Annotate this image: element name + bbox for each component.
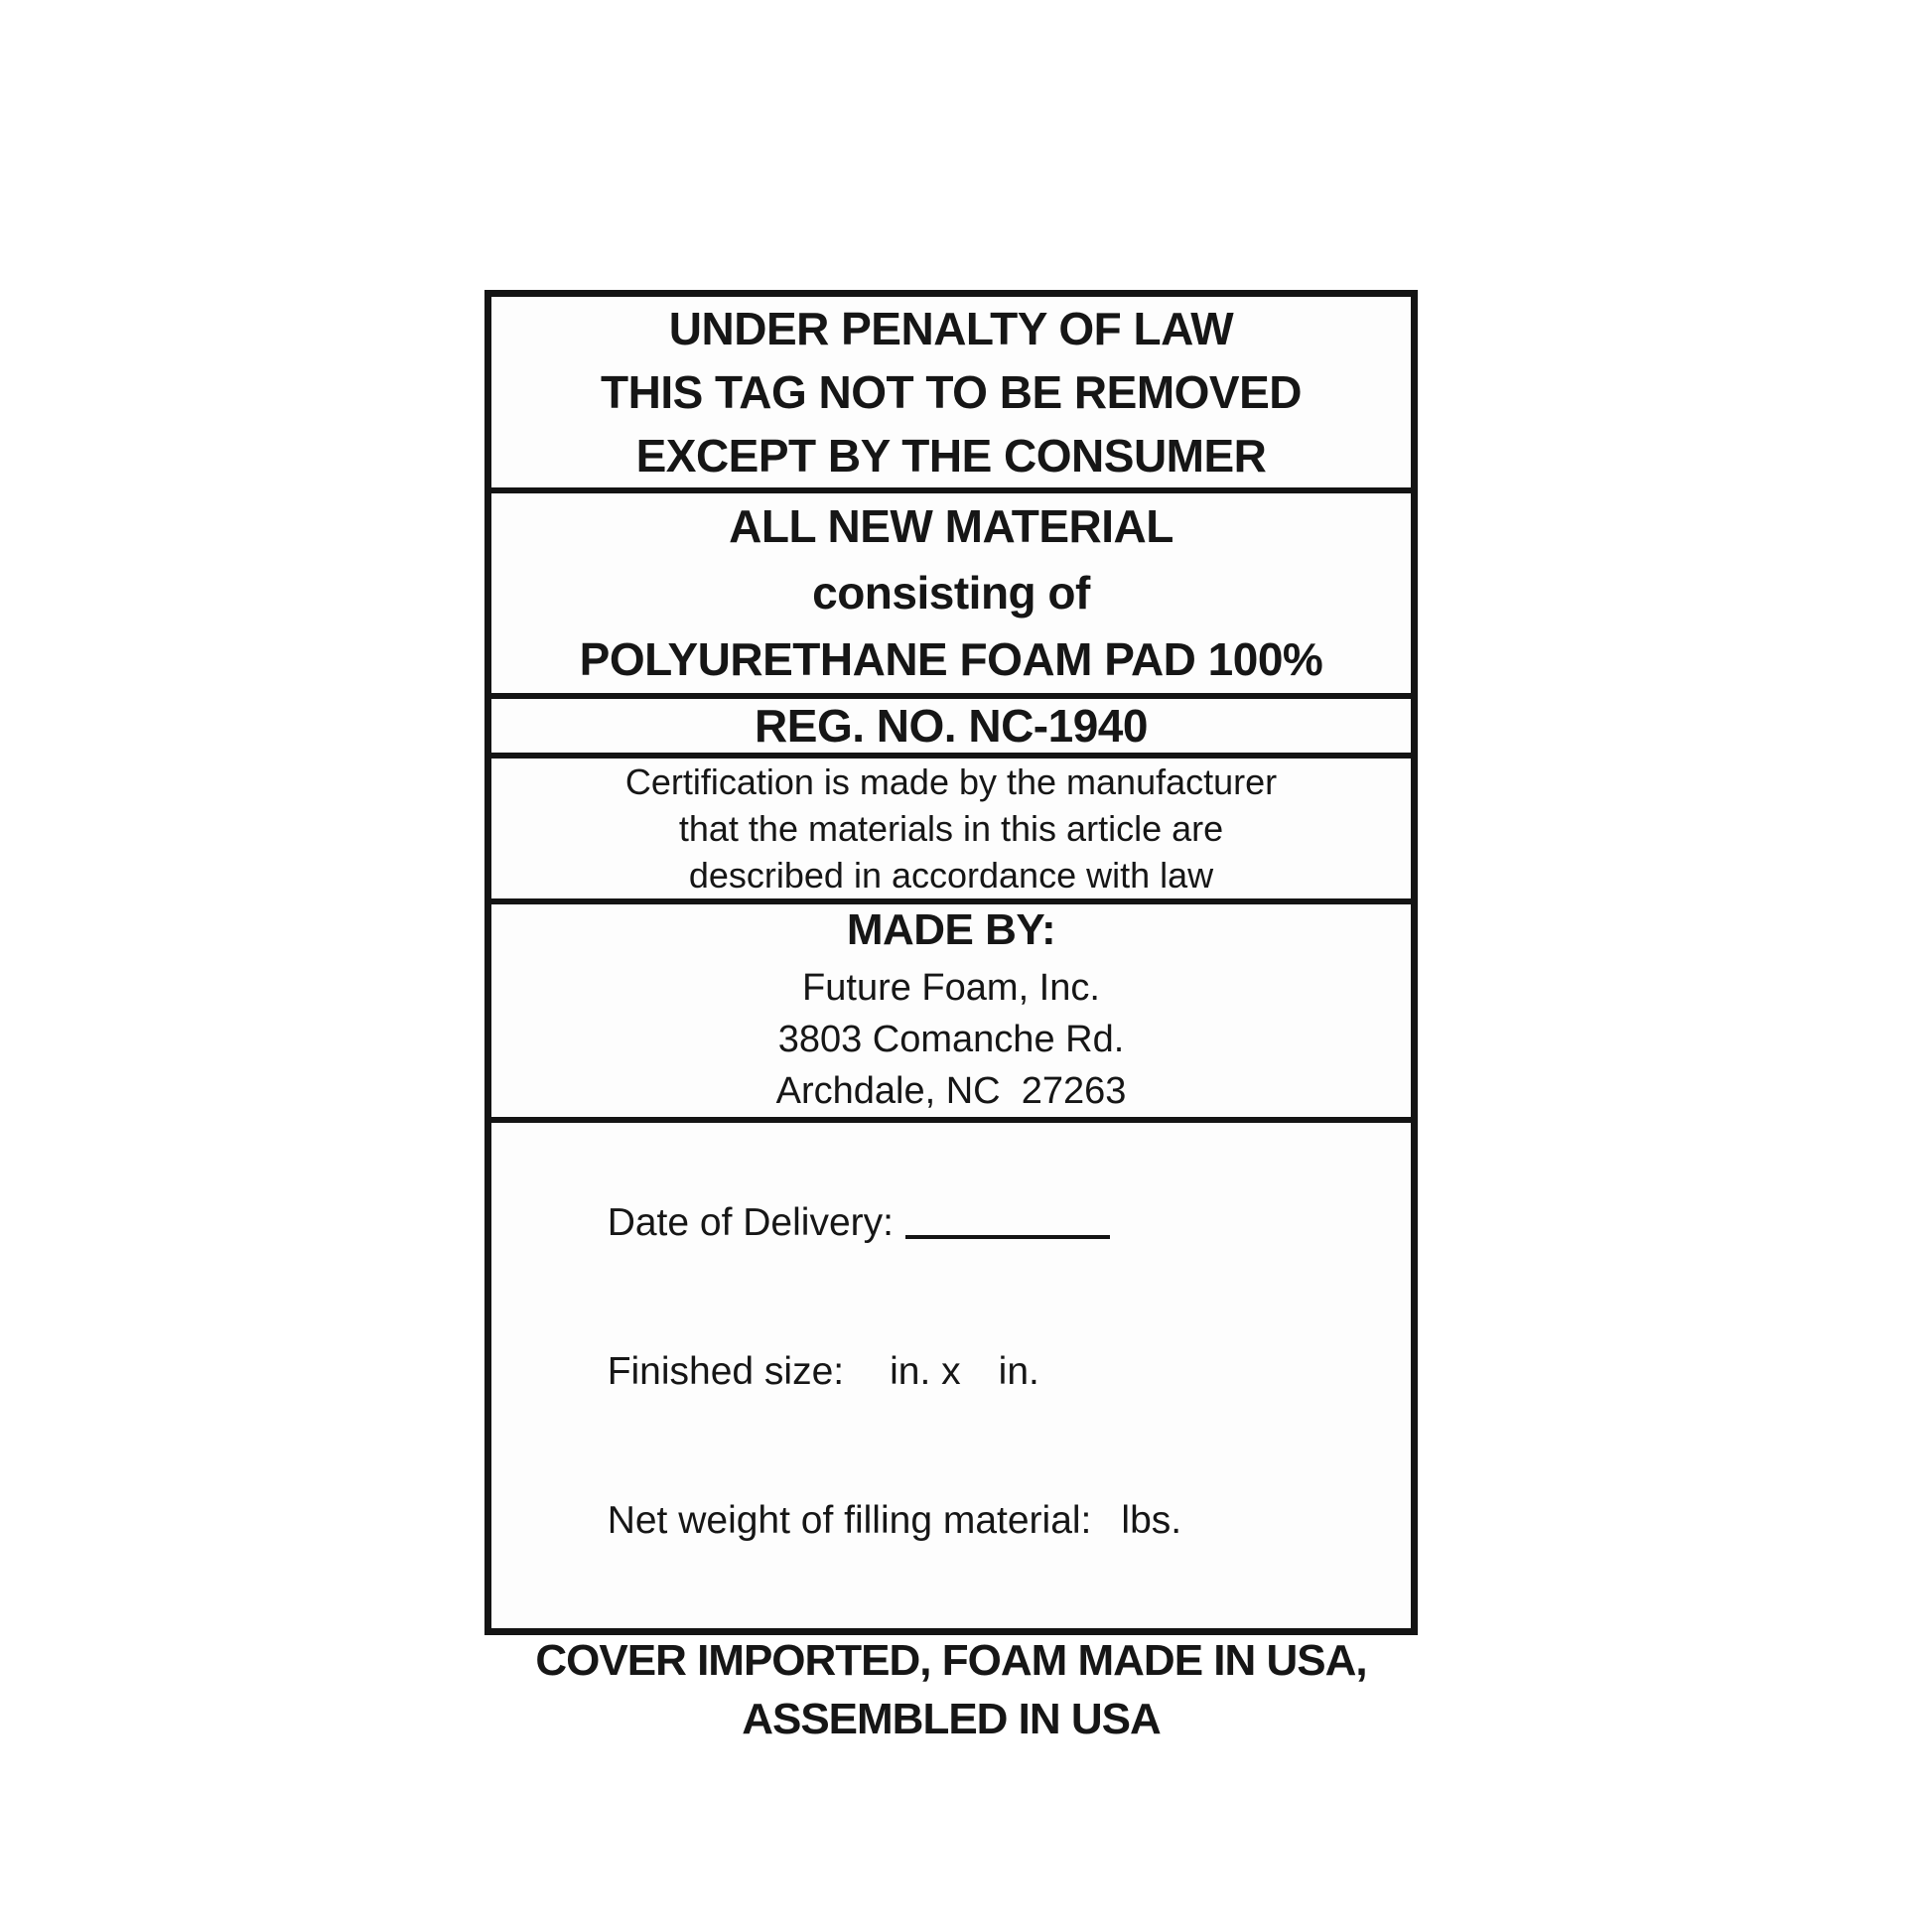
- net-weight-row: [521, 1447, 1381, 1595]
- finished-size-label: Finished size:: [607, 1350, 845, 1393]
- date-of-delivery-blank-line: [905, 1234, 1110, 1239]
- origin-statement: [521, 1631, 1381, 1748]
- manufacturer-street: 3803 Comanche Rd.: [777, 1019, 1125, 1060]
- law-tag-label: [484, 290, 1418, 1743]
- material-line-3: POLYURETHANE FOAM PAD 100%: [579, 633, 1323, 685]
- net-weight-label: Net weight of filling material:: [607, 1499, 1092, 1542]
- registration-number: REG. NO. NC-1940: [755, 700, 1148, 752]
- origin-line-2: ASSEMBLED IN USA: [742, 1695, 1161, 1743]
- section-made-by: [491, 904, 1411, 1123]
- made-by-heading: MADE BY:: [846, 905, 1056, 954]
- penalty-line-1: UNDER PENALTY OF LAW: [668, 303, 1234, 354]
- section-penalty-notice: [491, 297, 1411, 493]
- date-of-delivery-row: [521, 1149, 1381, 1298]
- section-registration-number: [491, 699, 1411, 759]
- section-certification: [491, 759, 1411, 904]
- manufacturer-city-state-zip: Archdale, NC 27263: [775, 1070, 1127, 1112]
- finished-size-unit-2: in.: [998, 1350, 1039, 1393]
- section-material-contents: [491, 493, 1411, 699]
- finished-size-unit-1: in. x: [890, 1350, 961, 1393]
- net-weight-unit: lbs.: [1121, 1499, 1182, 1542]
- section-fill-in-details: [491, 1123, 1411, 1748]
- origin-line-1: COVER IMPORTED, FOAM MADE IN USA,: [535, 1636, 1367, 1685]
- material-line-2: consisting of: [812, 567, 1090, 619]
- date-of-delivery-label: Date of Delivery:: [607, 1201, 894, 1244]
- material-line-1: ALL NEW MATERIAL: [729, 500, 1173, 552]
- certification-line-2: that the materials in this article are: [678, 808, 1224, 849]
- certification-line-3: described in accordance with law: [688, 855, 1214, 896]
- penalty-line-3: EXCEPT BY THE CONSUMER: [635, 430, 1267, 482]
- penalty-line-2: THIS TAG NOT TO BE REMOVED: [601, 366, 1302, 418]
- finished-size-row: [521, 1298, 1381, 1447]
- manufacturer-name: Future Foam, Inc.: [802, 967, 1100, 1009]
- certification-line-1: Certification is made by the manufacturer: [624, 761, 1278, 802]
